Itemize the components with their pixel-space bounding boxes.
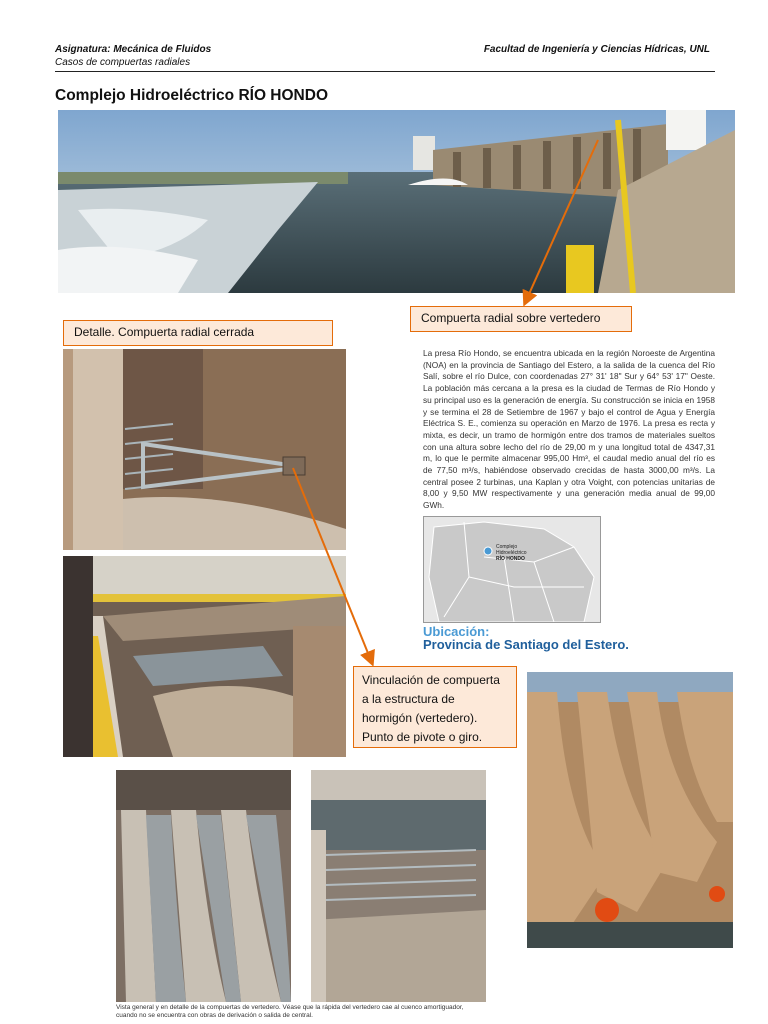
callout-gate-over-spillway: Compuerta radial sobre vertedero: [410, 306, 632, 332]
photo-caption: Vista general y en detalle de la compuertas de vertedero. Véase que la rápida del vertedero cae al cuenco amortiguador, cuando no se encuentra con obras de derivación o salida de central.: [116, 1004, 464, 1019]
page-title: Complejo Hidroeléctrico RÍO HONDO: [55, 87, 329, 104]
location-heading: Ubicación:: [423, 624, 490, 639]
course-topic: Casos de compuertas radiales: [55, 57, 191, 68]
course-subject: Asignatura: Mecánica de Fluidos: [55, 44, 212, 55]
gate-closeup-photo: [311, 770, 486, 1002]
faculty-name: Facultad de Ingeniería y Ciencias Hídricas, UNL: [483, 44, 710, 55]
location-map: [423, 516, 601, 623]
map-label: Complejo Hidroeléctrico RÍO HONDO: [496, 544, 527, 562]
spillway-chutes-photo: [527, 672, 733, 948]
callout-detail-closed-gate: Detalle. Compuerta radial cerrada: [63, 320, 333, 346]
location-province: Provincia de Santiago del Estero.: [423, 637, 629, 652]
callout-pivot-connection: Vinculación de compuerta a la estructura de hormigón (vertedero). Punto de pivote o giro.: [353, 666, 517, 748]
spillway-overview-photo: [116, 770, 291, 1002]
dam-description: La presa Río Hondo, se encuentra ubicada en la región Noroeste de Argentina (NOA) en la provincia de Santiago del Estero, a la salida de la cuenca del Río Salí, sobre el río Dulce, con coordenadas 27° 31' 18" Sur y 64° 53' 17" Oeste. La población más cercana a la presa es la ciudad de Termas de Río Hondo y su principal uso es la generación de energía. Su construcción se inicia en 1958 y se termina el 28 de Setiembre de 1967 y bajo el control de Agua y Energía Eléctrica S. E., comienza su operación en Marzo de 1976. La presa es recta y mixta, es decir, un tramo de hormigón entre dos tramos de materiales sueltos con una altura sobre lecho del río de 29,00 m y una longitud total de 4347,31 m, lo que le permite almacenar 995,00 Hm³, el caudal medio anual del río es de 77,50 m³/s, habiéndose observado crecidas de hasta 3000,00 m³/s. La central posee 2 turbinas, una Kaplan y otra Voight, con potencias unitarias de 8,00 y 9,50 MW respectivamente y una generación media anual de 99,00 GWh.: [423, 348, 715, 511]
